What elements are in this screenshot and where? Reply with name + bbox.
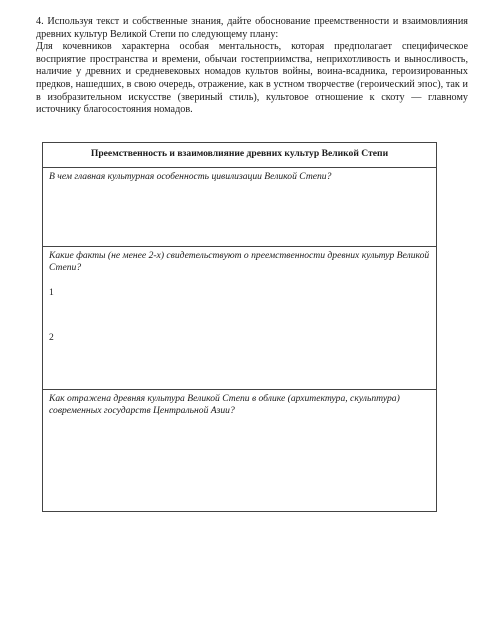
answer-table xyxy=(42,142,437,512)
question-1: В чем главная культурная особенность цивилизации Великой Степи? xyxy=(49,171,332,182)
answer-cell-3[interactable] xyxy=(43,390,437,512)
question-2: Какие факты (не менее 2-х) свидетельствуют о преемственности древних культур Великой Степи? xyxy=(49,250,430,273)
item-number-1: 1 xyxy=(49,287,54,298)
answer-cell-1[interactable] xyxy=(43,168,437,247)
task-text xyxy=(36,16,468,117)
table-header: Преемственность и взаимовлияние древних культур Великой Степи xyxy=(43,143,437,168)
task-instruction: 4. Используя текст и собственные знания, дайте обоснование преемственности и взаимовлияния древних культур Великой Степи по следующему плану: xyxy=(36,16,468,40)
answer-cell-2[interactable] xyxy=(43,247,437,390)
task-paragraph: Для кочевников характерна особая ментальность, которая предполагает специфическое восприятие пространства и времени, обычаи гостеприимства, неприхотливость и выносливость, наличие у древних и средневековых номадов культов войны, воина-всадника, героизированных предков, нашедших, в свою очередь, отражение, как в устном творчестве (героический эпос), так и в изобразительном искусстве (звериный стиль), культовое отношение к скоту — главному источнику благосостояния номадов. xyxy=(36,41,468,116)
item-number-2: 2 xyxy=(49,332,54,343)
question-3: Как отражена древняя культура Великой Степи в облике (архитектура, скульптура) современных государств Центральной Азии? xyxy=(49,393,400,416)
